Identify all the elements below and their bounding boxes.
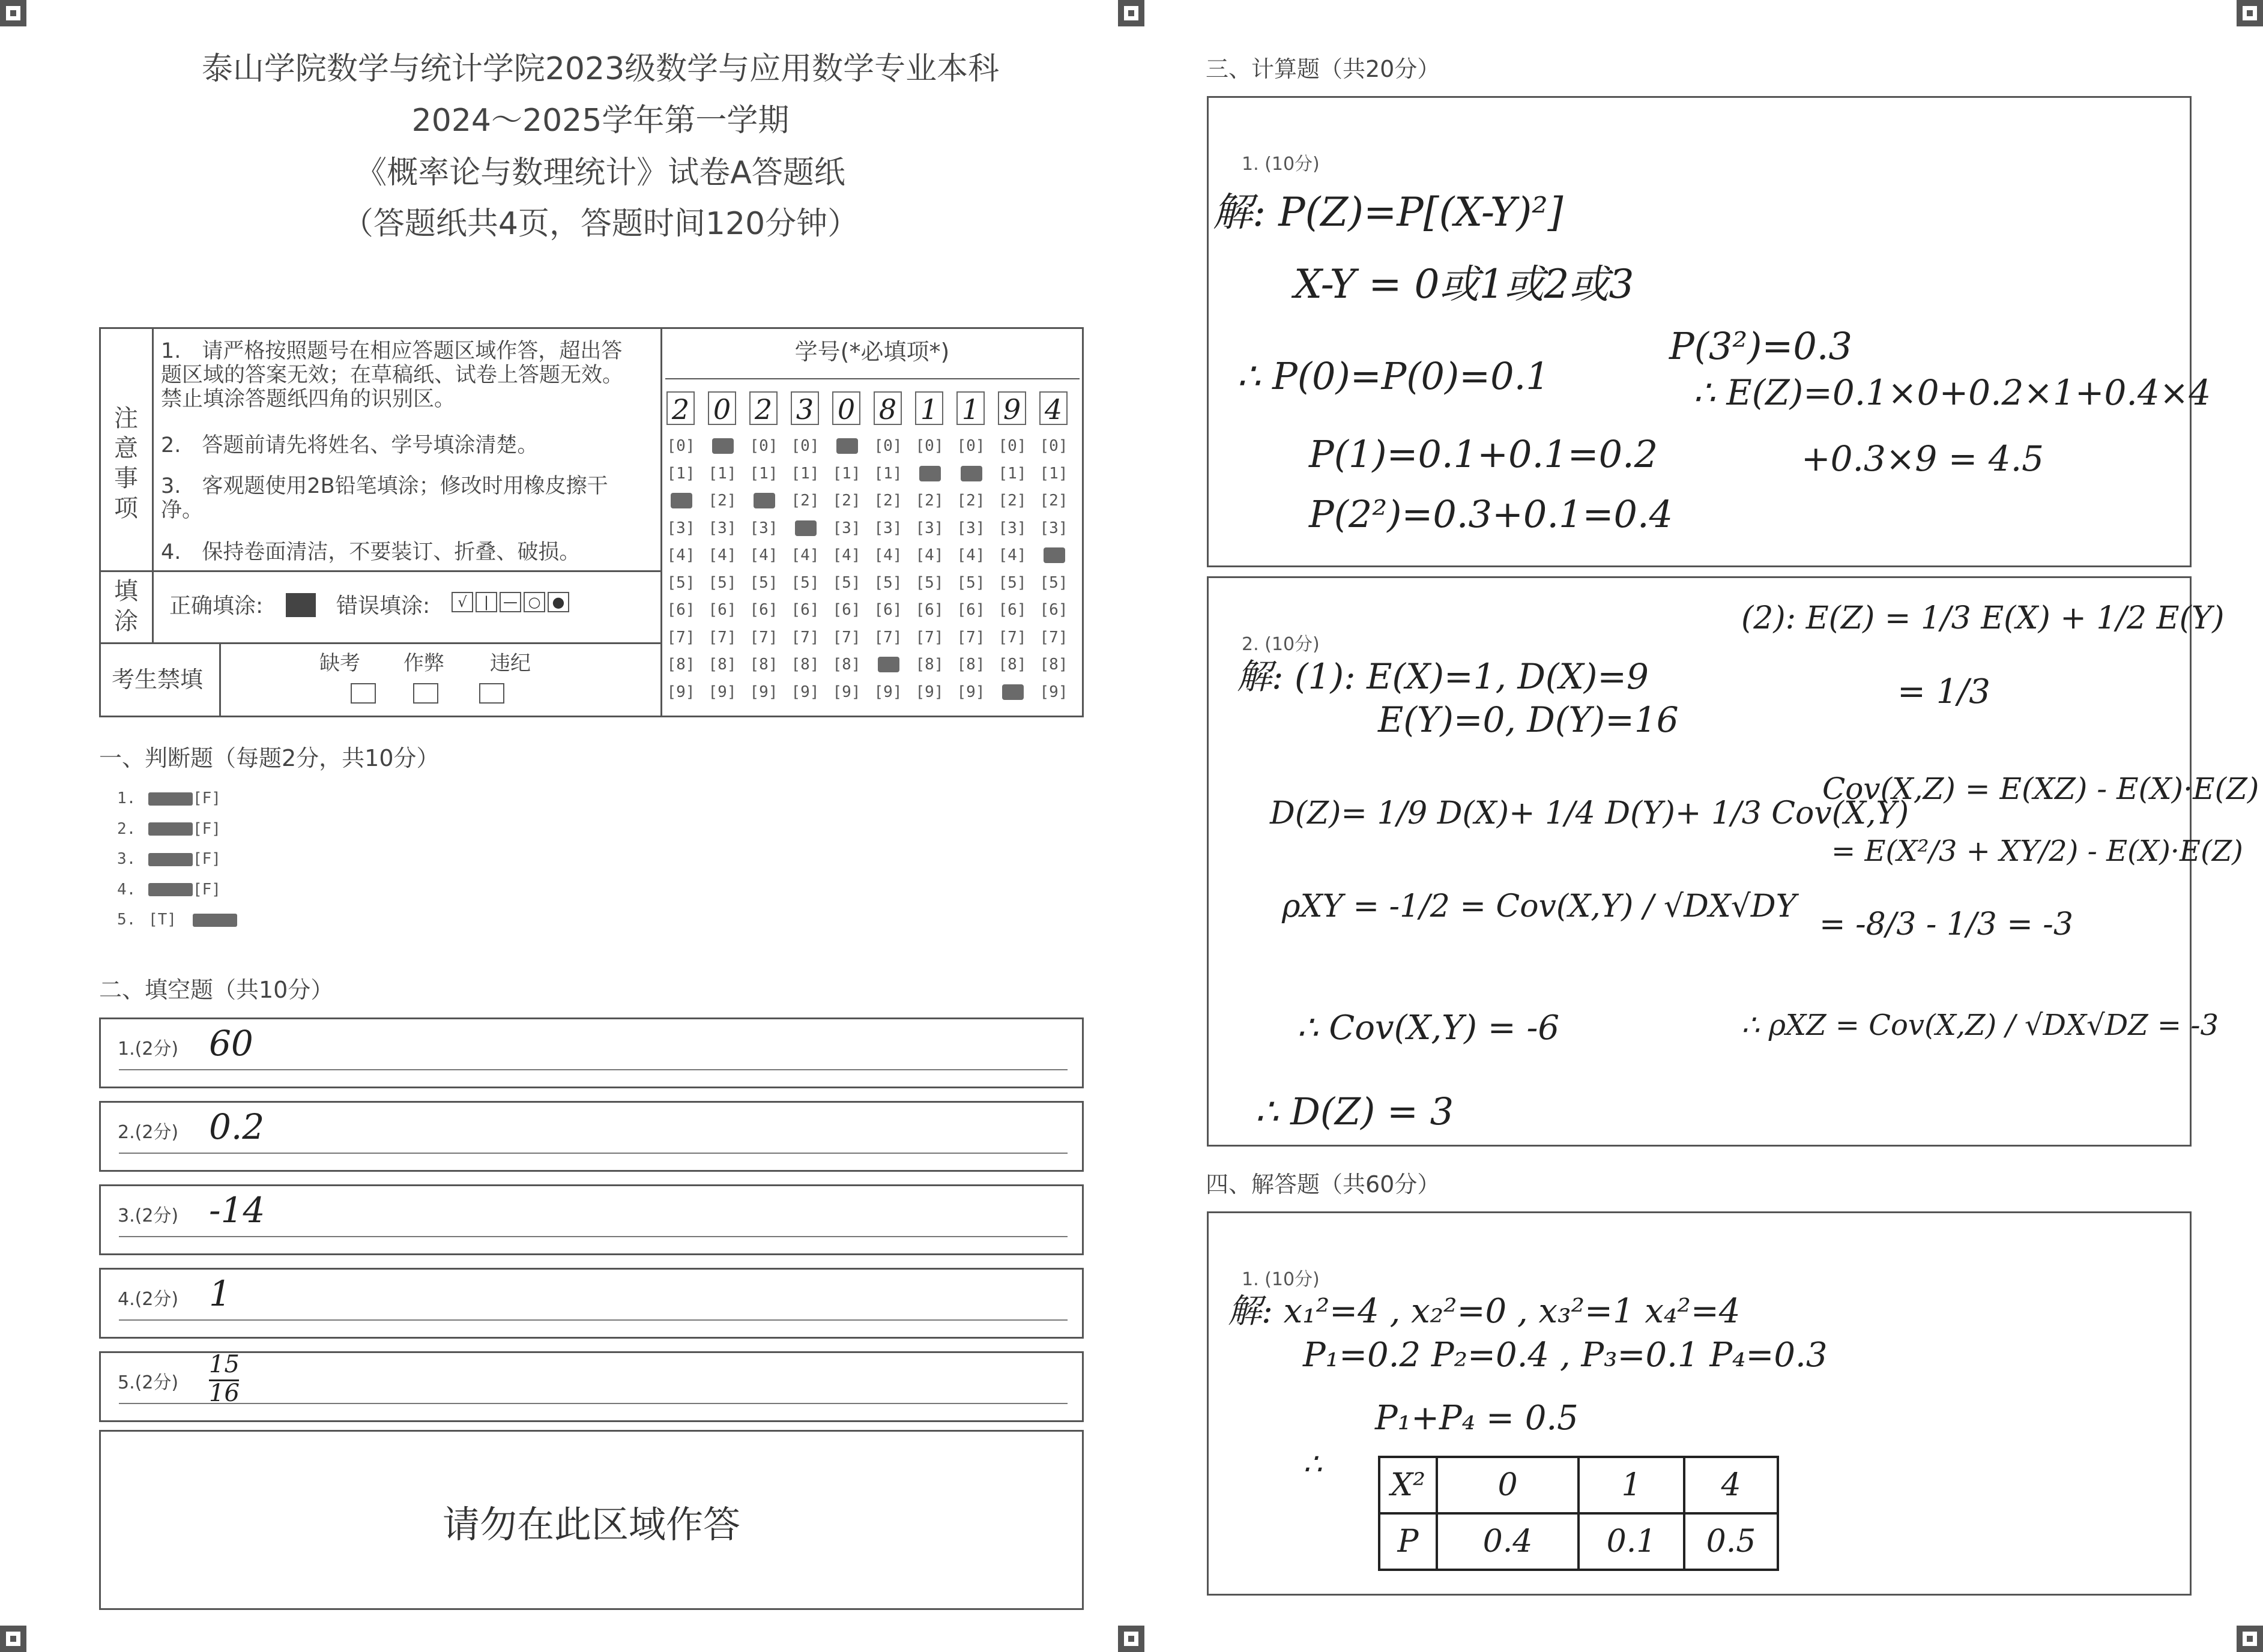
notice-item-4: 4. 保持卷面清洁，不要装订、折叠、破损。: [161, 540, 581, 564]
correct-fill-label: 正确填涂:: [169, 594, 264, 618]
student-id-bubble[interactable]: [4]: [874, 546, 902, 564]
calc-q2-line: = 1/3: [1897, 672, 1990, 711]
tf-number: 5.: [117, 911, 136, 929]
tf-option-f[interactable]: [F]: [193, 850, 221, 868]
student-id-bubble[interactable]: [3]: [915, 519, 944, 537]
ban-checkbox-absent[interactable]: [351, 683, 376, 704]
tf-option-f[interactable]: [F]: [193, 819, 221, 838]
student-id-bubble[interactable]: [8]: [832, 656, 861, 674]
notice-item-2: 2. 答题前请先将姓名、学号填涂清楚。: [161, 433, 539, 457]
student-id-bubble[interactable]: [4]: [791, 546, 820, 564]
student-id-bubble[interactable]: [9]: [1039, 683, 1068, 701]
student-id-bubble[interactable]: [0]: [915, 437, 944, 455]
student-id-bubble[interactable]: [6]: [998, 601, 1027, 619]
student-id-digit-box[interactable]: 0: [832, 391, 860, 425]
student-id-bubble[interactable]: [1]: [666, 464, 695, 483]
fill-blank-answer-numerator: 15: [209, 1351, 240, 1378]
student-id-bubble[interactable]: [1]: [708, 464, 737, 483]
tf-option-t[interactable]: [T]: [148, 911, 177, 929]
student-id-bubble[interactable]: [6]: [956, 601, 985, 619]
tf-number: 1.: [117, 789, 136, 807]
calc-q1-line: X-Y = 0或1或2或3: [1294, 261, 1634, 307]
wrong-fill-samples: √ | — ○ ●: [449, 592, 569, 612]
fill-blank-answer: 60: [209, 1023, 253, 1064]
tf-option-f[interactable]: [F]: [193, 880, 221, 899]
student-id-bubble[interactable]: [791, 514, 820, 542]
tf-option-t[interactable]: [148, 822, 193, 836]
table-row: [1379, 1457, 1778, 1513]
calc-q1-line: 解: P(Z)=P[(X-Y)²]: [1213, 189, 1564, 235]
student-id-bubble[interactable]: [7]: [666, 628, 695, 647]
student-id-bubble[interactable]: [3]: [1039, 519, 1068, 537]
answer-underline: [119, 1236, 1068, 1237]
student-id-bubble[interactable]: [8]: [708, 656, 737, 674]
student-id-bubble[interactable]: [2]: [915, 492, 944, 510]
corner-mark-bottom-left: [0, 1626, 26, 1652]
notice-item-1: 1. 请严格按照题号在相应答题区域作答，超出答题区域的答案无效；在草稿纸、试卷上答题无效。禁止填涂答题纸四角的识别区。: [161, 339, 624, 411]
calc-q2-line: (2): E(Z) = 1/3 E(X) + 1/2 E(Y): [1741, 600, 2225, 636]
student-id-bubble[interactable]: [7]: [874, 628, 902, 647]
student-id-bubble[interactable]: [8]: [666, 656, 695, 674]
student-id-bubble[interactable]: [5]: [1039, 573, 1068, 592]
section4-title: 四、解答题（共60分）: [1206, 1171, 1440, 1198]
fill-blank-box[interactable]: [99, 1017, 1084, 1088]
true-false-item: [117, 820, 237, 838]
wrong-fill-label: 错误填涂:: [336, 594, 431, 618]
answer-underline: [119, 1153, 1068, 1154]
calc-q2-label: 2. (10分): [1242, 634, 1320, 655]
calc-q2-line: ∴ ρXZ = Cov(X,Z) / √DX√DZ = -3: [1741, 1008, 2219, 1042]
calc-q2-line: E(Y)=0, D(Y)=16: [1378, 699, 1679, 740]
student-id-bubble[interactable]: [4]: [749, 546, 778, 564]
student-id-bubble[interactable]: [7]: [708, 628, 737, 647]
student-id-bubble[interactable]: [2]: [956, 492, 985, 510]
corner-mark-top-right: [2237, 0, 2263, 26]
student-id-digit-box[interactable]: 4: [1039, 391, 1068, 425]
student-id-digit-box[interactable]: 2: [749, 391, 778, 425]
tf-number: 3.: [117, 850, 136, 868]
student-id-bubble[interactable]: [2]: [832, 492, 861, 510]
student-id-bubble[interactable]: [0]: [956, 437, 985, 455]
student-id-bubble[interactable]: [4]: [956, 546, 985, 564]
calc-q2-line: Cov(X,Z) = E(XZ) - E(X)·E(Z): [1822, 771, 2259, 806]
true-false-item: [117, 850, 237, 868]
student-id-digit-box[interactable]: 2: [666, 391, 695, 425]
calc-q2-line: ∴ D(Z) = 3: [1255, 1090, 1454, 1133]
student-id-bubble[interactable]: [3]: [708, 519, 737, 537]
section3-title: 三、计算题（共20分）: [1206, 56, 1440, 82]
tf-option-t[interactable]: [148, 792, 193, 806]
fill-blank-label: 2.(2分): [118, 1122, 179, 1143]
student-id-bubble[interactable]: [0]: [1039, 437, 1068, 455]
ban-option-absent: 缺考: [319, 651, 360, 675]
student-id-bubble[interactable]: [1]: [1039, 464, 1068, 483]
student-id-bubble[interactable]: [7]: [998, 628, 1027, 647]
student-id-bubble[interactable]: [3]: [666, 519, 695, 537]
calc-q2-line: = -8/3 - 1/3 = -3: [1819, 906, 2073, 942]
student-id-bubble[interactable]: [4]: [832, 546, 861, 564]
student-id-bubble[interactable]: [0]: [998, 437, 1027, 455]
notice-item-3: 3. 客观题使用2B铅笔填涂；修改时用橡皮擦干净。: [161, 474, 608, 522]
tf-option-f[interactable]: [193, 914, 237, 927]
student-id-bubble[interactable]: [1]: [874, 464, 902, 483]
student-id-bubble[interactable]: [7]: [1039, 628, 1068, 647]
no-answer-zone-text: 请勿在此区域作答: [442, 1503, 740, 1546]
student-id-bubble[interactable]: [5]: [749, 573, 778, 592]
student-id-bubble[interactable]: [832, 432, 861, 460]
student-id-digit-box[interactable]: 1: [915, 391, 943, 425]
student-id-bubble[interactable]: [5]: [956, 573, 985, 592]
student-id-bubble[interactable]: [3]: [749, 519, 778, 537]
calc-q1-line: P(2²)=0.3+0.1=0.4: [1309, 492, 1673, 536]
true-false-item: [117, 881, 237, 899]
answer-underline: [119, 1319, 1068, 1321]
student-id-digit-box[interactable]: 0: [708, 391, 736, 425]
student-id-bubble[interactable]: [956, 460, 985, 487]
student-id-bubble[interactable]: [0]: [791, 437, 820, 455]
student-id-bubble[interactable]: [0]: [749, 437, 778, 455]
student-id-digit-box[interactable]: 8: [874, 391, 902, 425]
student-id-bubble[interactable]: [6]: [666, 601, 695, 619]
tf-option-t[interactable]: [148, 883, 193, 896]
fill-blank-box[interactable]: [99, 1268, 1084, 1339]
calc-q2-line: D(Z)= 1/9 D(X)+ 1/4 D(Y)+ 1/3 Cov(X,Y): [1270, 795, 1909, 831]
correct-fill-sample: [286, 593, 316, 617]
corner-mark-top-center: [1118, 0, 1144, 26]
student-id-bubble[interactable]: [4]: [915, 546, 944, 564]
student-id-bubble[interactable]: [5]: [832, 573, 861, 592]
fill-blank-label: 3.(2分): [118, 1205, 179, 1226]
table-cell: 0.4: [1437, 1513, 1579, 1570]
student-id-bubble[interactable]: [9]: [749, 683, 778, 701]
student-id-bubble[interactable]: [5]: [915, 573, 944, 592]
calc-q2-line: 解: (1): E(X)=1, D(X)=9: [1237, 656, 1649, 697]
student-id-bubble[interactable]: [6]: [791, 601, 820, 619]
fill-blank-box[interactable]: [99, 1351, 1084, 1422]
student-id-bubble[interactable]: [5]: [666, 573, 695, 592]
student-id-bubble[interactable]: [2]: [791, 492, 820, 510]
student-id-bubble[interactable]: [2]: [708, 492, 737, 510]
table-cell: 0: [1437, 1457, 1579, 1513]
student-id-bubble[interactable]: [3]: [998, 519, 1027, 537]
student-id-bubble[interactable]: [3]: [874, 519, 902, 537]
fill-blank-answer: -14: [209, 1190, 265, 1231]
student-id-bubble[interactable]: [9]: [708, 683, 737, 701]
student-id-bubble[interactable]: [4]: [666, 546, 695, 564]
student-id-bubble[interactable]: [8]: [998, 656, 1027, 674]
calc-q2-line: ∴ Cov(X,Y) = -6: [1297, 1008, 1560, 1048]
student-id-bubble[interactable]: [998, 678, 1027, 706]
table-cell: X²: [1379, 1457, 1437, 1513]
fill-blank-box[interactable]: [99, 1101, 1084, 1172]
table-cell: 1: [1579, 1457, 1684, 1513]
ban-option-cheat: 作弊: [403, 651, 444, 675]
tf-number: 4.: [117, 880, 136, 899]
student-id-bubble[interactable]: [915, 460, 944, 487]
student-id-bubble[interactable]: [7]: [956, 628, 985, 647]
solve-q1-line: ∴: [1303, 1447, 1322, 1482]
fill-blank-label: 4.(2分): [118, 1289, 179, 1310]
tf-option-f[interactable]: [F]: [193, 789, 221, 807]
corner-mark-top-left: [0, 0, 26, 26]
student-id-bubble[interactable]: [9]: [915, 683, 944, 701]
student-id-bubble[interactable]: [2]: [998, 492, 1027, 510]
calc-q1-label: 1. (10分): [1242, 154, 1320, 175]
solve-q1-line: P₁+P₄ = 0.5: [1375, 1399, 1579, 1438]
student-id-bubble[interactable]: [9]: [956, 683, 985, 701]
student-id-bubble[interactable]: [3]: [832, 519, 861, 537]
student-id-bubble[interactable]: [8]: [915, 656, 944, 674]
calc-q2-line: = E(X²/3 + XY/2) - E(X)·E(Z): [1831, 834, 2243, 868]
table-cell: 0.5: [1684, 1513, 1778, 1570]
calc-q1-line: P(1)=0.1+0.1=0.2: [1309, 432, 1658, 476]
student-id-bubble[interactable]: [6]: [915, 601, 944, 619]
ban-checkbox-violation[interactable]: [479, 683, 504, 704]
student-id-bubble[interactable]: [5]: [874, 573, 902, 592]
table-cell: 0.1: [1579, 1513, 1684, 1570]
student-id-bubble[interactable]: [8]: [1039, 656, 1068, 674]
student-id-bubble[interactable]: [7]: [915, 628, 944, 647]
calc-q1-line: ∴ P(0)=P(0)=0.1: [1237, 354, 1550, 398]
fill-blank-answer: 1: [209, 1273, 231, 1314]
student-id-bubble[interactable]: [8]: [791, 656, 820, 674]
student-id-bubble[interactable]: [8]: [749, 656, 778, 674]
student-id-bubble[interactable]: [5]: [998, 573, 1027, 592]
student-id-bubble[interactable]: [874, 651, 902, 678]
student-id-bubble[interactable]: [4]: [708, 546, 737, 564]
student-id-digit-box[interactable]: 1: [956, 391, 985, 425]
corner-mark-bottom-right: [2237, 1626, 2263, 1652]
calc-q1-line: ∴ E(Z)=0.1×0+0.2×1+0.4×4: [1693, 372, 2211, 413]
solve-q1-line: 解: x₁²=4 , x₂²=0 , x₃²=1 x₄²=4: [1228, 1292, 1741, 1331]
tf-option-t[interactable]: [148, 853, 193, 866]
student-id-bubble[interactable]: [708, 432, 737, 460]
header-exam-name: 《概率论与数理统计》试卷A答题纸: [355, 155, 845, 191]
student-id-bubble[interactable]: [3]: [956, 519, 985, 537]
true-false-item: [117, 789, 237, 807]
student-id-bubble[interactable]: [6]: [1039, 601, 1068, 619]
section2-title: 二、填空题（共10分）: [99, 977, 334, 1003]
table-cell: P: [1379, 1513, 1437, 1570]
answer-underline: [119, 1069, 1068, 1070]
fill-blank-label: 1.(2分): [118, 1039, 179, 1060]
solve-q1-line: P₁=0.2 P₂=0.4 , P₃=0.1 P₄=0.3: [1303, 1336, 1828, 1375]
student-id-bubble[interactable]: [0]: [874, 437, 902, 455]
solve-q1-label: 1. (10分): [1242, 1269, 1320, 1290]
student-id-bubble[interactable]: [7]: [832, 628, 861, 647]
true-false-item: [117, 911, 237, 929]
student-id-bubble[interactable]: [5]: [708, 573, 737, 592]
student-id-bubble[interactable]: [8]: [956, 656, 985, 674]
student-id-bubble[interactable]: [9]: [874, 683, 902, 701]
calc-q2-line: ρXY = -1/2 = Cov(X,Y) / √DX√DY: [1282, 888, 1796, 924]
fill-blank-box[interactable]: [99, 1184, 1084, 1255]
student-id-digit-box[interactable]: 9: [998, 391, 1026, 425]
student-id-bubble[interactable]: [6]: [749, 601, 778, 619]
student-id-digit-box[interactable]: 3: [791, 391, 819, 425]
table-cell: 4: [1684, 1457, 1778, 1513]
header-note: （答题纸共4页，答题时间120分钟）: [342, 206, 859, 242]
fill-blank-answer: 0.2: [209, 1106, 265, 1147]
student-id-bubble[interactable]: [749, 487, 778, 514]
answer-underline: [119, 1403, 1068, 1404]
fill-blank-label: 5.(2分): [118, 1372, 179, 1393]
calc-q1-line: P(3²)=0.3: [1669, 324, 1852, 368]
student-id-bubble[interactable]: [2]: [874, 492, 902, 510]
header-title: 泰山学院数学与统计学院2023级数学与应用数学专业本科: [201, 51, 1000, 87]
ban-checkbox-cheat[interactable]: [413, 683, 438, 704]
student-id-bubble[interactable]: [0]: [666, 437, 695, 455]
student-id-bubble[interactable]: [4]: [998, 546, 1027, 564]
distribution-table: [1378, 1456, 1779, 1571]
fill-blank-answer-denominator: 16: [209, 1379, 240, 1407]
calc-q1-line: +0.3×9 = 4.5: [1801, 438, 2044, 479]
student-id-bubble[interactable]: [1]: [791, 464, 820, 483]
student-id-bubble[interactable]: [1039, 541, 1068, 569]
table-row: [1379, 1513, 1778, 1570]
student-id-bubble[interactable]: [666, 487, 695, 514]
student-id-bubble[interactable]: [9]: [666, 683, 695, 701]
student-id-bubble[interactable]: [1]: [749, 464, 778, 483]
student-id-bubble[interactable]: [6]: [832, 601, 861, 619]
student-id-bubble[interactable]: [6]: [708, 601, 737, 619]
tf-number: 2.: [117, 819, 136, 838]
student-id-bubble[interactable]: [6]: [874, 601, 902, 619]
student-id-bubble[interactable]: [5]: [791, 573, 820, 592]
student-id-bubble[interactable]: [7]: [749, 628, 778, 647]
ban-option-violation: 违纪: [490, 651, 531, 675]
section1-title: 一、判断题（每题2分，共10分）: [99, 745, 440, 771]
student-id-bubble[interactable]: [9]: [791, 683, 820, 701]
header-term: 2024～2025学年第一学期: [411, 103, 790, 139]
corner-mark-bottom-center: [1118, 1626, 1144, 1652]
student-id-bubble[interactable]: [1]: [832, 464, 861, 483]
exam-ban-label: 考生禁填: [112, 666, 204, 693]
notice-label: 注 意 事 项: [114, 405, 138, 522]
student-id-bubble[interactable]: [9]: [832, 683, 861, 701]
student-id-bubble[interactable]: [2]: [1039, 492, 1068, 510]
student-id-title: 学号(*必填项*): [794, 339, 950, 365]
fill-method-label: 填 涂: [114, 577, 138, 635]
student-id-bubble[interactable]: [1]: [998, 464, 1027, 483]
student-id-bubble[interactable]: [7]: [791, 628, 820, 647]
